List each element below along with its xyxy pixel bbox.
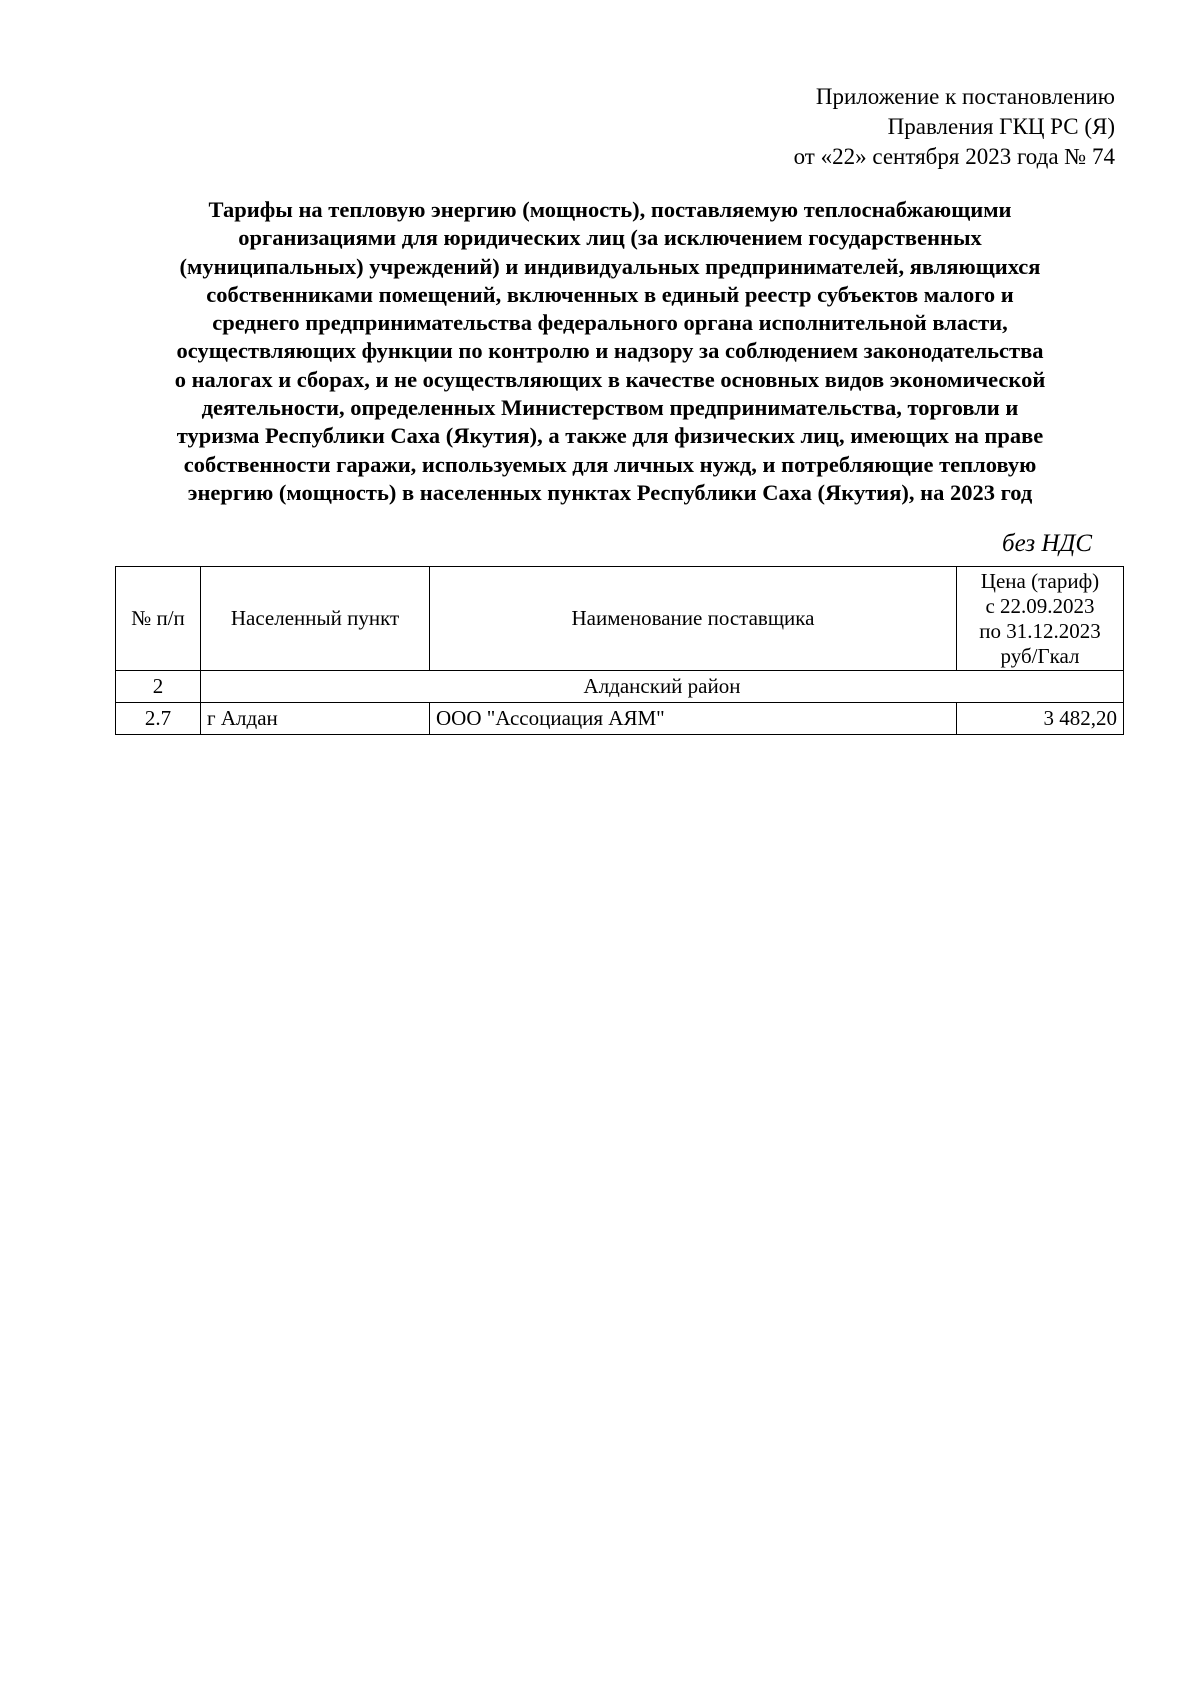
title-line: (муниципальных) учреждений) и индивидуальных предпринимателей, являющихся [179,253,1041,279]
appendix-line-3: от «22» сентября 2023 года № 74 [793,144,1115,169]
header-locality: Населенный пункт [201,567,430,671]
header-price-line: руб/Гкал [1000,643,1080,668]
region-name: Алданский район [201,671,1124,703]
header-price [957,567,1124,671]
header-price-line: по 31.12.2023 [979,618,1101,643]
header-price-line: с 22.09.2023 [985,593,1095,618]
title-line: организациями для юридических лиц (за исключением государственных [238,225,982,251]
appendix-line-2: Правления ГКЦ РС (Я) [887,114,1115,139]
title-line: туризма Республики Саха (Якутия), а также для физических лиц, имеющих на праве [176,423,1044,449]
region-num: 2 [116,671,201,703]
document-title [110,196,1110,507]
title-line: собственниками помещений, включенных в единый реестр субъектов малого и [206,281,1014,307]
vat-note: без НДС [1002,530,1092,557]
appendix-reference [794,82,1115,172]
row-locality: г Алдан [201,703,430,735]
tariff-table [115,566,1124,735]
row-supplier: ООО "Ассоциация АЯМ" [430,703,957,735]
title-line: энергию (мощность) в населенных пунктах Республики Саха (Якутия), на 2023 год [187,479,1033,505]
title-line: деятельности, определенных Министерством предпринимательства, торговли и [201,395,1019,421]
header-price-line: Цена (тариф) [980,568,1100,593]
table-header-row [116,567,1124,671]
title-line: собственности гаражи, используемых для личных нужд, и потребляющие тепловую [183,451,1037,477]
row-price: 3 482,20 [957,703,1124,735]
header-num: № п/п [116,567,201,671]
title-line: осуществляющих функции по контролю и надзору за соблюдением законодательства [176,338,1044,364]
header-supplier: Наименование поставщика [430,567,957,671]
title-line: о налогах и сборах, и не осуществляющих в качестве основных видов экономической [174,366,1046,392]
title-line: среднего предпринимательства федерального органа исполнительной власти, [212,310,1008,336]
table-row [116,703,1124,735]
row-num: 2.7 [116,703,201,735]
appendix-line-1: Приложение к постановлению [815,84,1115,109]
title-line: Тарифы на тепловую энергию (мощность), поставляемую теплоснабжающими [208,197,1012,222]
region-row [116,671,1124,703]
